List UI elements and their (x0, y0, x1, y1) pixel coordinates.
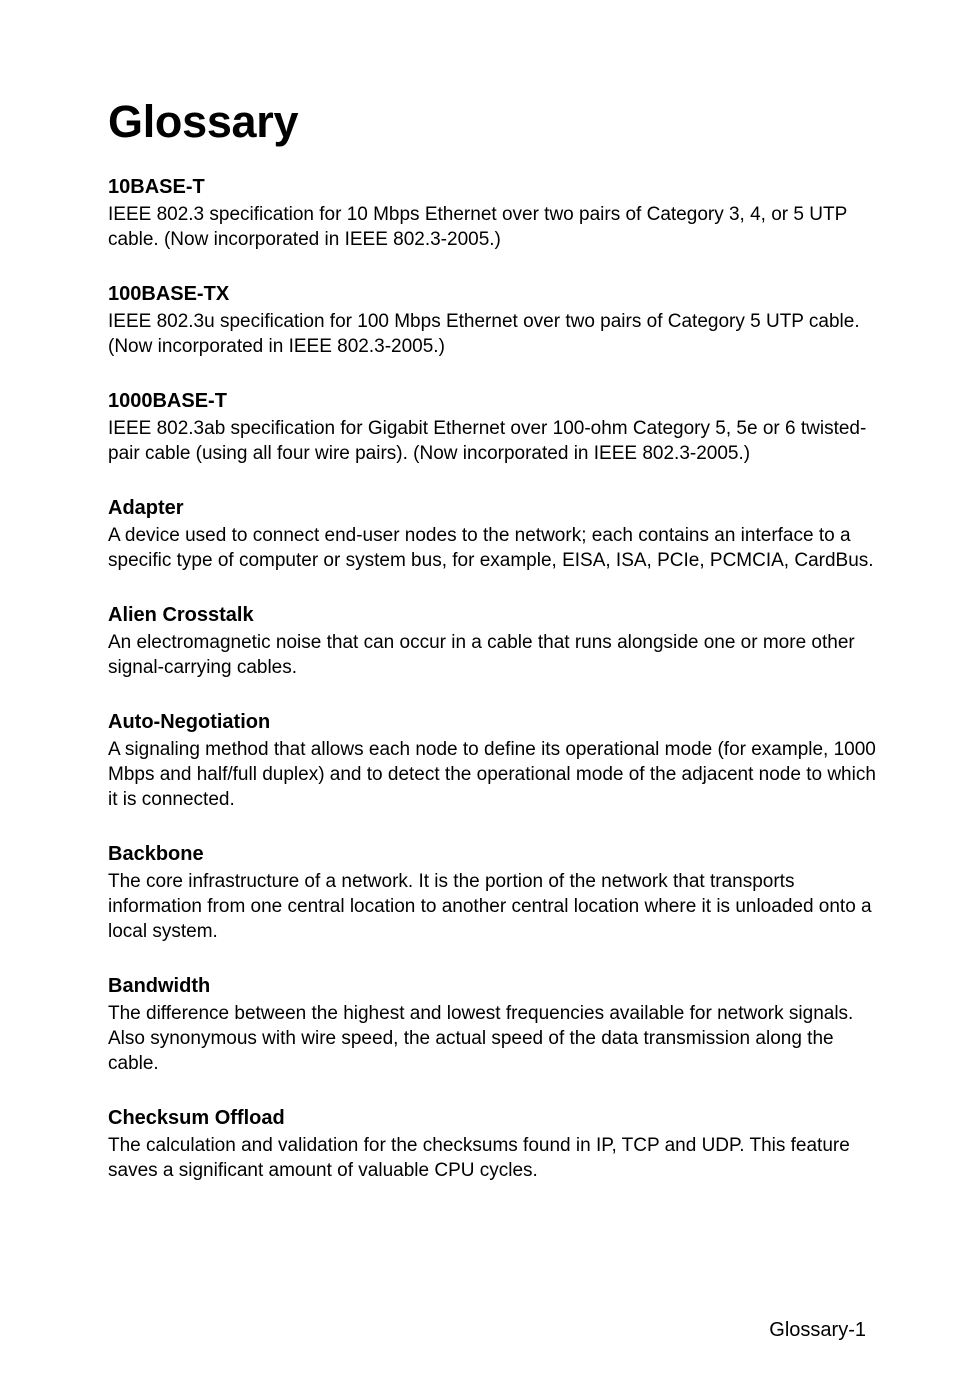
glossary-entry (108, 172, 878, 252)
glossary-definition: The core infrastructure of a network. It is the portion of the network that transports information from one central location to another central location where it is unloaded onto a local system. (108, 871, 872, 942)
glossary-definition: The calculation and validation for the checksums found in IP, TCP and UDP. This feature saves a significant amount of valuable CPU cycles. (108, 1135, 850, 1181)
page-title: Glossary (108, 96, 299, 147)
glossary-entry (108, 600, 878, 680)
glossary-definition: IEEE 802.3 specification for 10 Mbps Ethernet over two pairs of Category 3, 4, or 5 UTP cable. (Now incorporated in IEEE 802.3-2005.) (108, 204, 847, 250)
glossary-entry (108, 839, 878, 944)
glossary-entry (108, 971, 878, 1076)
glossary-term: Checksum Offload (108, 1107, 285, 1129)
glossary-entry (108, 1103, 878, 1183)
glossary-definition: An electromagnetic noise that can occur in a cable that runs alongside one or more other signal-carrying cables. (108, 632, 855, 678)
glossary-term: Bandwidth (108, 975, 211, 997)
page-footer: Glossary-1 (769, 1319, 866, 1341)
glossary-definition: A signaling method that allows each node to define its operational mode (for example, 1000 Mbps and half/full duplex) and to detect the operational mode of the adjacent node to which it is connected. (108, 739, 876, 810)
glossary-term: Adapter (108, 497, 184, 519)
glossary-entry (108, 493, 878, 573)
glossary-term: Alien Crosstalk (108, 604, 254, 626)
glossary-term: Backbone (108, 843, 204, 865)
glossary-list (108, 172, 878, 1210)
glossary-definition: The difference between the highest and lowest frequencies available for network signals. Also synonymous with wire speed, the actual speed of the data transmission along the cable. (108, 1003, 854, 1074)
glossary-entry (108, 279, 878, 359)
glossary-entry (108, 386, 878, 466)
glossary-term: Auto-Negotiation (108, 711, 271, 733)
glossary-term: 10BASE-T (108, 176, 205, 198)
glossary-definition: IEEE 802.3ab specification for Gigabit Ethernet over 100-ohm Category 5, 5e or 6 twisted-pair cable (using all four wire pairs). (Now incorporated in IEEE 802.3-2005.) (108, 418, 867, 464)
glossary-term: 100BASE-TX (108, 283, 230, 305)
glossary-entry (108, 707, 878, 812)
glossary-definition: A device used to connect end-user nodes to the network; each contains an interface to a specific type of computer or system bus, for example, EISA, ISA, PCIe, PCMCIA, CardBus. (108, 525, 874, 571)
glossary-definition: IEEE 802.3u specification for 100 Mbps Ethernet over two pairs of Category 5 UTP cable. (Now incorporated in IEEE 802.3-2005.) (108, 311, 860, 357)
glossary-term: 1000BASE-T (108, 390, 227, 412)
